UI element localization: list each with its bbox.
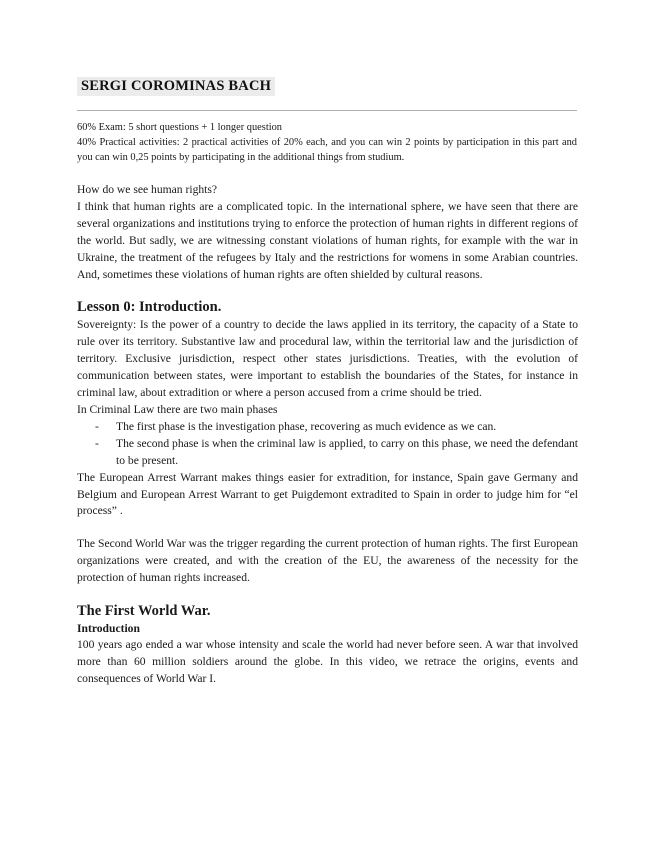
criminal-law-intro: In Criminal Law there are two main phases: [77, 402, 278, 416]
list-item: [77, 436, 578, 470]
sovereignty-paragraph: Sovereignty: Is the power of a country to decide the laws applied in its territory, the capacity of a State to rule over its territory. Substantive law and procedural law, within the territorial law and the jurisdiction of territory. Exclusive jurisdiction, respect other states jurisdictions. Treaties, with the evolution of communication between states, were important to establish the boundaries of the States, for instance in criminal law, about extradition or where a person accused from a crime should be tried.: [77, 318, 578, 400]
header-divider: [77, 110, 577, 111]
phase-text: The second phase is when the criminal law is applied, to carry on this phase, we need the defendant to be present.: [116, 436, 578, 467]
grading-exam: 60% Exam: 5 short questions + 1 longer question: [77, 122, 282, 133]
grading-info: [77, 120, 577, 166]
ww2-paragraph: The Second World War was the trigger regarding the current protection of human rights. The first European organizations were created, and with the creation of the EU, the awareness of the necessity for the protection of human rights increased.: [77, 537, 578, 585]
author-header: [77, 77, 275, 96]
ww1-heading: The First World War.: [77, 603, 211, 620]
phase-text: The first phase is the investigation phase, recovering as much evidence as we can.: [116, 419, 497, 433]
dash-bullet: -: [95, 419, 99, 433]
intro-question: How do we see human rights?: [77, 183, 218, 196]
document-body: [77, 182, 578, 688]
author-name: SERGI COROMINAS BACH: [77, 77, 275, 96]
list-item: [77, 419, 578, 436]
lesson0-heading: Lesson 0: Introduction.: [77, 299, 222, 316]
intro-paragraph: I think that human rights are a complicated topic. In the international sphere, we have seen that there are several organizations and institutions trying to enforce the protection of human rights in different regions of the world. But sadly, we are witnessing constant violations of human rights, for example with the war in Ukraine, the treatment of the refugees by Italy and the restrictions for womens in some Arabian countries. And, sometimes these violations of human rights are often shielded by cultural reasons.: [77, 199, 578, 281]
grading-practical: 40% Practical activities: 2 practical activities of 20% each, and you can win 2 points by participation in this part and you can win 0,25 points by participating in the additional things from studium.: [77, 137, 577, 164]
dash-bullet: -: [95, 436, 99, 450]
ww1-subheading: Introduction: [77, 622, 140, 636]
ww1-paragraph: 100 years ago ended a war whose intensity and scale the world had never before seen. A war that involved more than 60 million soldiers around the globe. In this video, we retrace the origins, events and consequences of World War I.: [77, 638, 578, 685]
arrest-warrant-paragraph: The European Arrest Warrant makes things easier for extradition, for instance, Spain gave Germany and Belgium and European Arrest Warrant to get Puigdemont extradited to Spain in order to judge him for “el process” .: [77, 470, 578, 518]
criminal-law-phases: [77, 419, 578, 470]
